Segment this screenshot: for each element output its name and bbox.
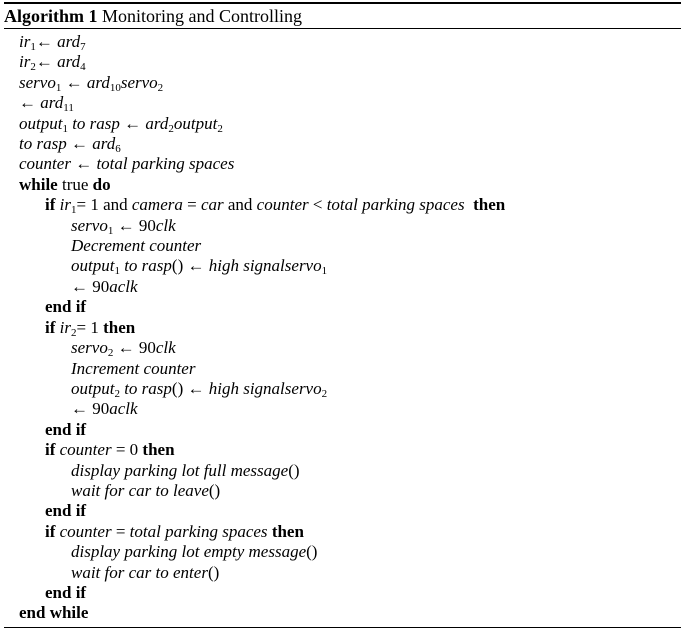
algorithm-label: Algorithm 1 (4, 6, 98, 26)
code-line-17: Increment counter (71, 358, 196, 378)
code-line-20: end if (45, 419, 87, 439)
code-line-21: if counter = 0 then (45, 440, 175, 460)
code-line-27: wait for car to enter() (71, 562, 220, 582)
algorithm-body (4, 29, 681, 627)
code-line-16: servo$_2$ ← 90clk (71, 338, 176, 360)
code-line-15: if $ir_2= 1$ then (45, 317, 136, 339)
code-line-12: output$_1$ to rasp() ← high signalservo$_1$ (71, 256, 328, 278)
algorithm-block (4, 2, 681, 628)
code-line-7: counter ← total parking spaces (19, 154, 235, 174)
code-line-29: end while (19, 603, 89, 623)
code-line-18: output$_2$ to rasp() ← high signalservo$_2$ (71, 378, 328, 400)
code-line-5: output$_1$ to rasp ← ard$_2$output$_2$ (19, 113, 223, 135)
code-line-28: end if (45, 582, 87, 602)
code-line-10: servo$_1$ ← 90clk (71, 215, 176, 237)
code-line-14: end if (45, 297, 87, 317)
code-line-4: ← ard$_{11}$ (19, 93, 74, 115)
code-line-2: $ir_2\leftarrow$ ard$_4$ (19, 52, 86, 74)
code-line-11: Decrement counter (71, 236, 202, 256)
code-line-24: end if (45, 501, 87, 521)
code-line-19: ← 90aclk (71, 399, 138, 419)
code-line-26: display parking lot empty message() (71, 542, 318, 562)
algorithm-title: Monitoring and Controlling (102, 6, 302, 26)
code-line-13: ← 90aclk (71, 276, 138, 296)
code-line-8: while true do (19, 174, 111, 194)
algorithm-caption (4, 4, 681, 28)
code-line-9: if $ir_1= 1$ and camera = car and counter < total parking spaces then (45, 195, 506, 217)
code-line-22: display parking lot full message() (71, 460, 300, 480)
code-line-1: $ir_1\leftarrow$ ard$_7$ (19, 32, 86, 53)
code-line-25: if counter = total parking spaces then (45, 521, 304, 541)
code-line-23: wait for car to leave() (71, 480, 221, 500)
code-line-3: servo$_1$ ← ard$_{10}$servo$_2$ (19, 72, 164, 94)
code-line-6: to rasp ← ard$_6$ (19, 134, 121, 156)
